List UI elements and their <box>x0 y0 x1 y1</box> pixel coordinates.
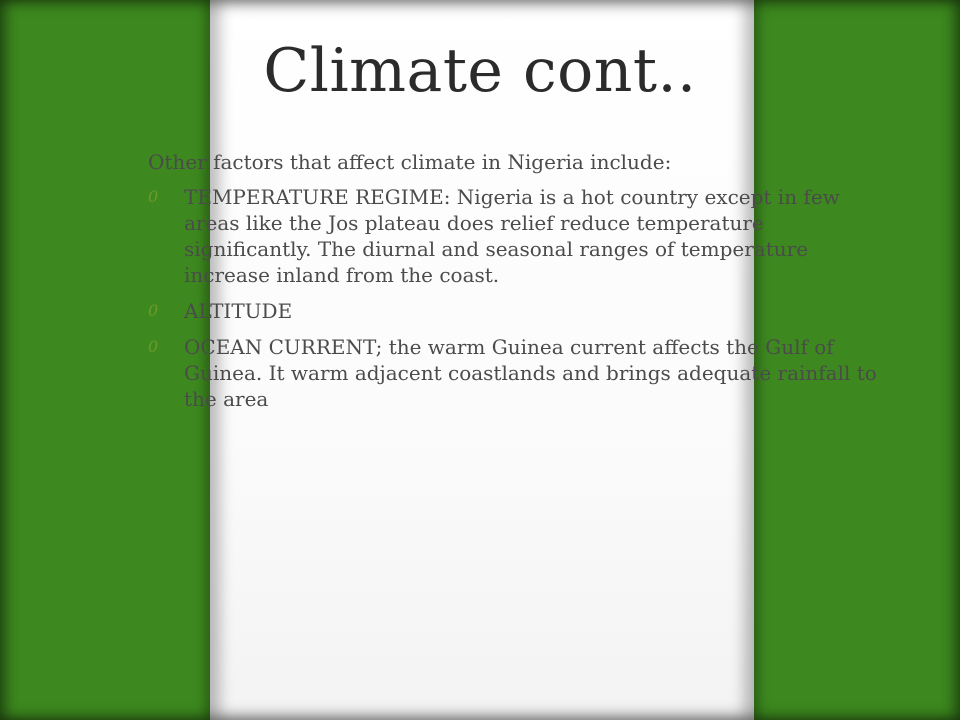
bullet-text: ALTITUDE <box>184 299 293 323</box>
list-item <box>148 184 878 288</box>
bullet-list <box>148 184 878 412</box>
bullet-marker-icon: 0 <box>148 337 159 356</box>
list-item <box>148 334 878 412</box>
slide-content <box>148 148 878 422</box>
list-item <box>148 298 878 324</box>
bullet-marker-icon: 0 <box>148 301 159 320</box>
slide-title: Climate cont.. <box>263 36 697 106</box>
bullet-marker-icon: 0 <box>148 187 159 206</box>
bullet-text: OCEAN CURRENT; the warm Guinea current affects the Gulf of Guinea. It warm adjacent coastlands and brings adequate rainfall to the area <box>184 335 877 411</box>
intro-text: Other factors that affect climate in Nigeria include: <box>148 150 672 174</box>
bullet-text: TEMPERATURE REGIME: Nigeria is a hot country except in few areas like the Jos plateau does relief reduce temperature significantly. The diurnal and seasonal ranges of temperature increase inland from the coast. <box>184 185 840 287</box>
